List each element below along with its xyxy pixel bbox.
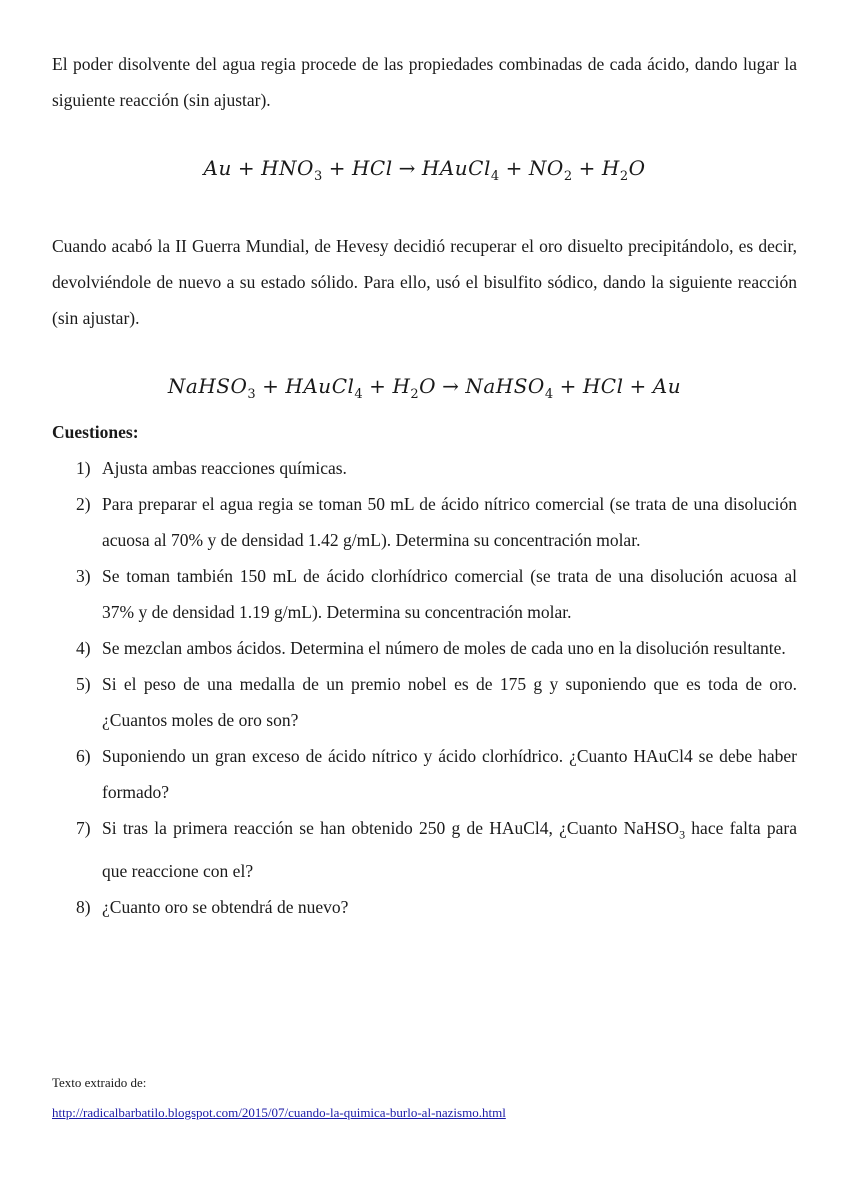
question-item: 6) Suponiendo un gran exceso de ácido nítrico y ácido clorhídrico. ¿Cuanto HAuCl4 se debe haber formado? xyxy=(76,746,797,802)
source-label: Texto extraido de: xyxy=(52,1075,147,1090)
source-citation xyxy=(52,1068,506,1128)
question-item: 8) ¿Cuanto oro se obtendrá de nuevo? xyxy=(76,896,349,917)
question-item: 3) Se toman también 150 mL de ácido clorhídrico comercial (se trata de una disolución acuosa al 37% y de densidad 1.19 g/mL). Determina su concentración molar. xyxy=(76,566,797,622)
equation-bisulfite: NaHSO$_3$ + HAuCl$_4$ + $H_2O$ → NaHSO$_4$ + HCl + Au xyxy=(167,374,682,402)
questions-list xyxy=(52,450,797,925)
question-item: 2) Para preparar el agua regia se toman 50 mL de ácido nítrico comercial (se trata de una disolución acuosa al 70% y de densidad 1.42 g/mL). Determina su concentración molar. xyxy=(76,494,797,550)
question-item: 1) Ajusta ambas reacciones químicas. xyxy=(76,458,347,478)
questions-heading: Cuestiones: xyxy=(52,422,139,442)
question-item: 5) Si el peso de una medalla de un premio nobel es de 175 g y suponiendo que es toda de oro. ¿Cuantos moles de oro son? xyxy=(76,674,797,730)
intro-paragraph-1: El poder disolvente del agua regia procede de las propiedades combinadas de cada ácido, dando lugar la siguiente reacción (sin ajustar). xyxy=(52,54,797,110)
question-item: 7) Si tras la primera reacción se han obtenido 250 g de HAuCl4, ¿Cuanto NaHSO$_3$ hace falta para que reaccione con el? xyxy=(76,818,797,881)
source-link[interactable]: http://radicalbarbatilo.blogspot.com/2015/07/cuando-la-quimica-burlo-al-nazismo.html xyxy=(52,1105,506,1120)
intro-paragraph-2: Cuando acabó la II Guerra Mundial, de Hevesy decidió recuperar el oro disuelto precipitándolo, es decir, devolviéndole de nuevo a su estado sólido. Para ello, usó el bisulfito sódico, dando la siguiente reacción (sin ajustar). xyxy=(52,236,797,328)
question-item: 4) Se mezclan ambos ácidos. Determina el número de moles de cada uno en la disolución resultante. xyxy=(76,638,786,658)
equation-aqua-regia: $Au + HNO_3$ + HCl → HAuCl$_4$ + $NO_2 + H_2O$ xyxy=(203,156,646,184)
